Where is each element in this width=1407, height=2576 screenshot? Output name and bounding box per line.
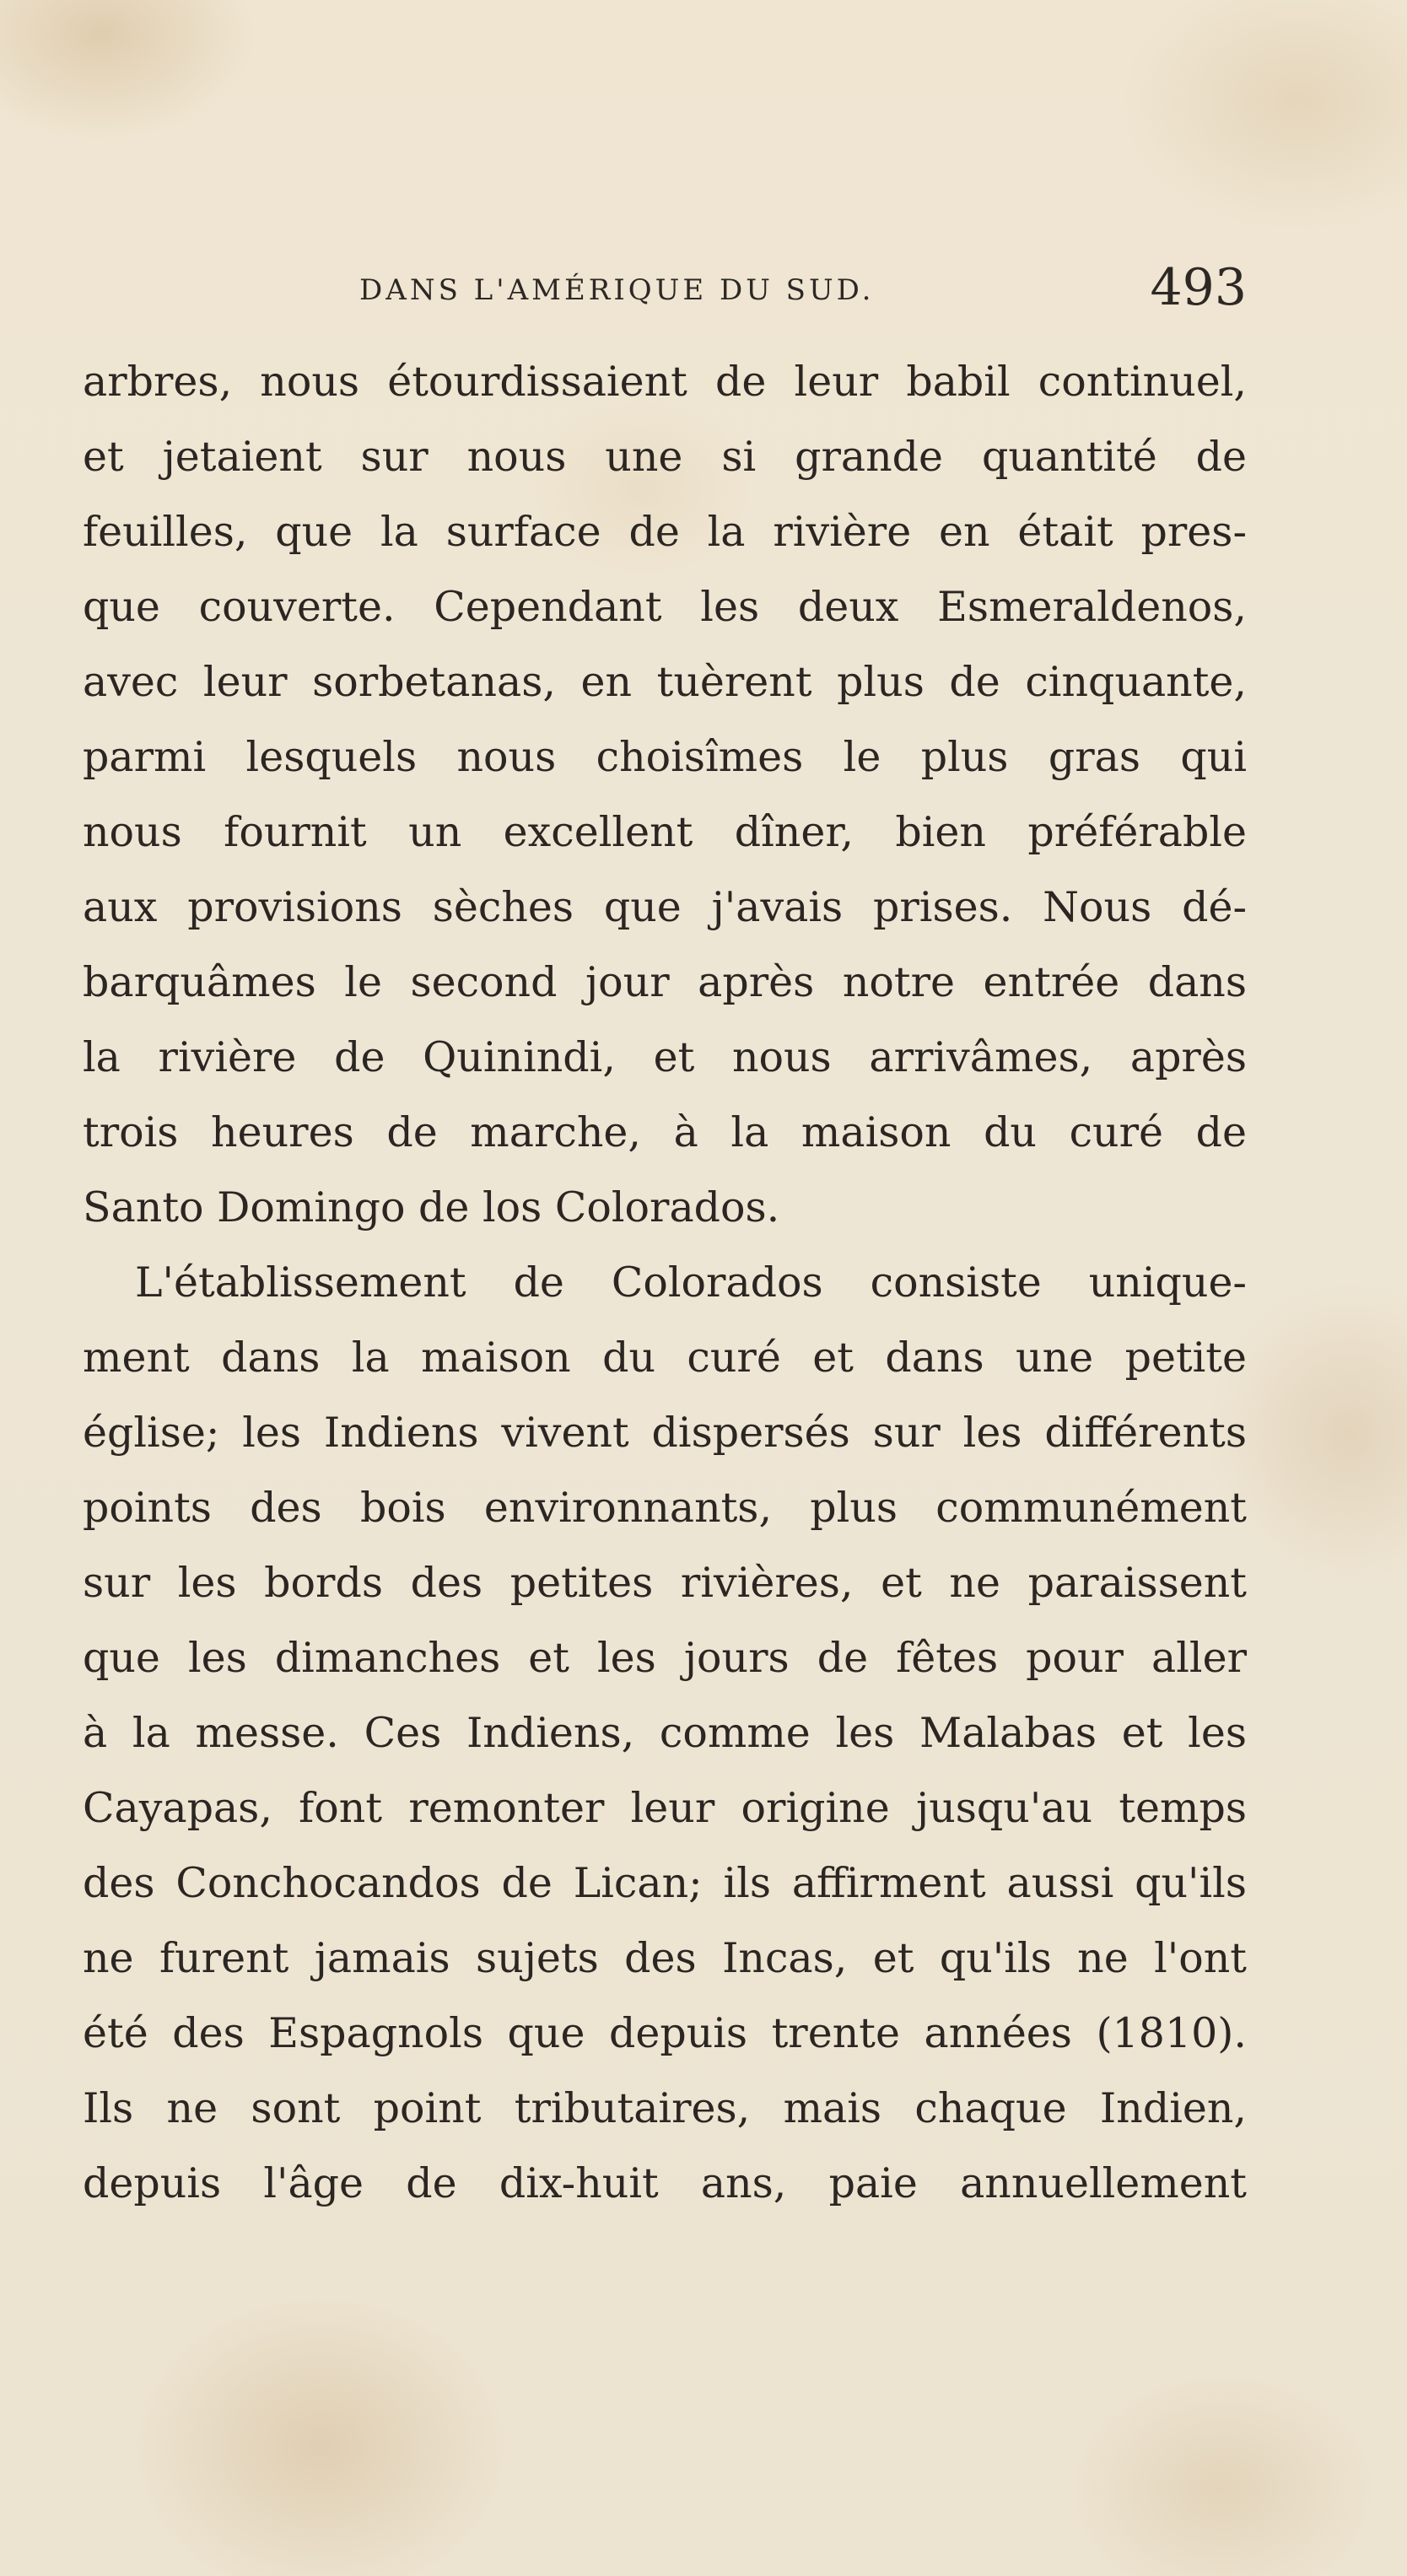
paragraph-end-line: Santo Domingo de los Colorados.: [83, 1183, 780, 1231]
text-line: été des Espagnols que depuis trente années (1810).: [83, 2009, 1247, 2057]
text-line: nous fournit un excellent dîner, bien préférable: [83, 808, 1247, 856]
text-line: que les dimanches et les jours de fêtes pour aller: [83, 1634, 1247, 1682]
text-line: sur les bords des petites rivières, et ne paraissent: [83, 1559, 1247, 1607]
text-line: parmi lesquels nous choisîmes le plus gras qui: [83, 733, 1247, 781]
text-line: depuis l'âge de dix-huit ans, paie annuellement: [83, 2159, 1247, 2207]
text-line: barquâmes le second jour après notre entrée dans: [83, 958, 1247, 1006]
text-line: que couverte. Cependant les deux Esmeraldenos,: [83, 583, 1247, 631]
text-line: points des bois environnants, plus communément: [83, 1484, 1247, 1532]
paragraph-start-line: L'établissement de Colorados consiste unique-: [135, 1258, 1247, 1307]
text-line: ne furent jamais sujets des Incas, et qu'ils ne l'ont: [83, 1934, 1247, 1982]
text-line: église; les Indiens vivent dispersés sur les différents: [83, 1409, 1247, 1457]
running-title: DANS L'AMÉRIQUE DU SUD.: [359, 273, 875, 307]
text-line: à la messe. Ces Indiens, comme les Malabas et les: [83, 1709, 1247, 1757]
text-line: Ils ne sont point tributaires, mais chaque Indien,: [83, 2084, 1247, 2132]
text-line: aux provisions sèches que j'avais prises. Nous dé-: [83, 883, 1247, 931]
text-line: et jetaient sur nous une si grande quantité de: [83, 433, 1247, 481]
text-line: avec leur sorbetanas, en tuèrent plus de cinquante,: [83, 658, 1247, 706]
running-head: [83, 258, 1247, 317]
text-line: trois heures de marche, à la maison du curé de: [83, 1108, 1247, 1156]
text-line: la rivière de Quinindi, et nous arrivâmes, après: [83, 1033, 1247, 1081]
text-line: ment dans la maison du curé et dans une petite: [83, 1334, 1247, 1382]
page-number: 493: [1150, 258, 1247, 317]
text-line: des Conchocandos de Lican; ils affirment aussi qu'ils: [83, 1859, 1247, 1907]
text-line: Cayapas, font remonter leur origine jusqu'au temps: [83, 1784, 1247, 1832]
body-text: [83, 344, 1247, 2221]
text-line: arbres, nous étourdissaient de leur babil continuel,: [83, 358, 1247, 406]
text-line: feuilles, que la surface de la rivière en était pres-: [83, 508, 1247, 556]
